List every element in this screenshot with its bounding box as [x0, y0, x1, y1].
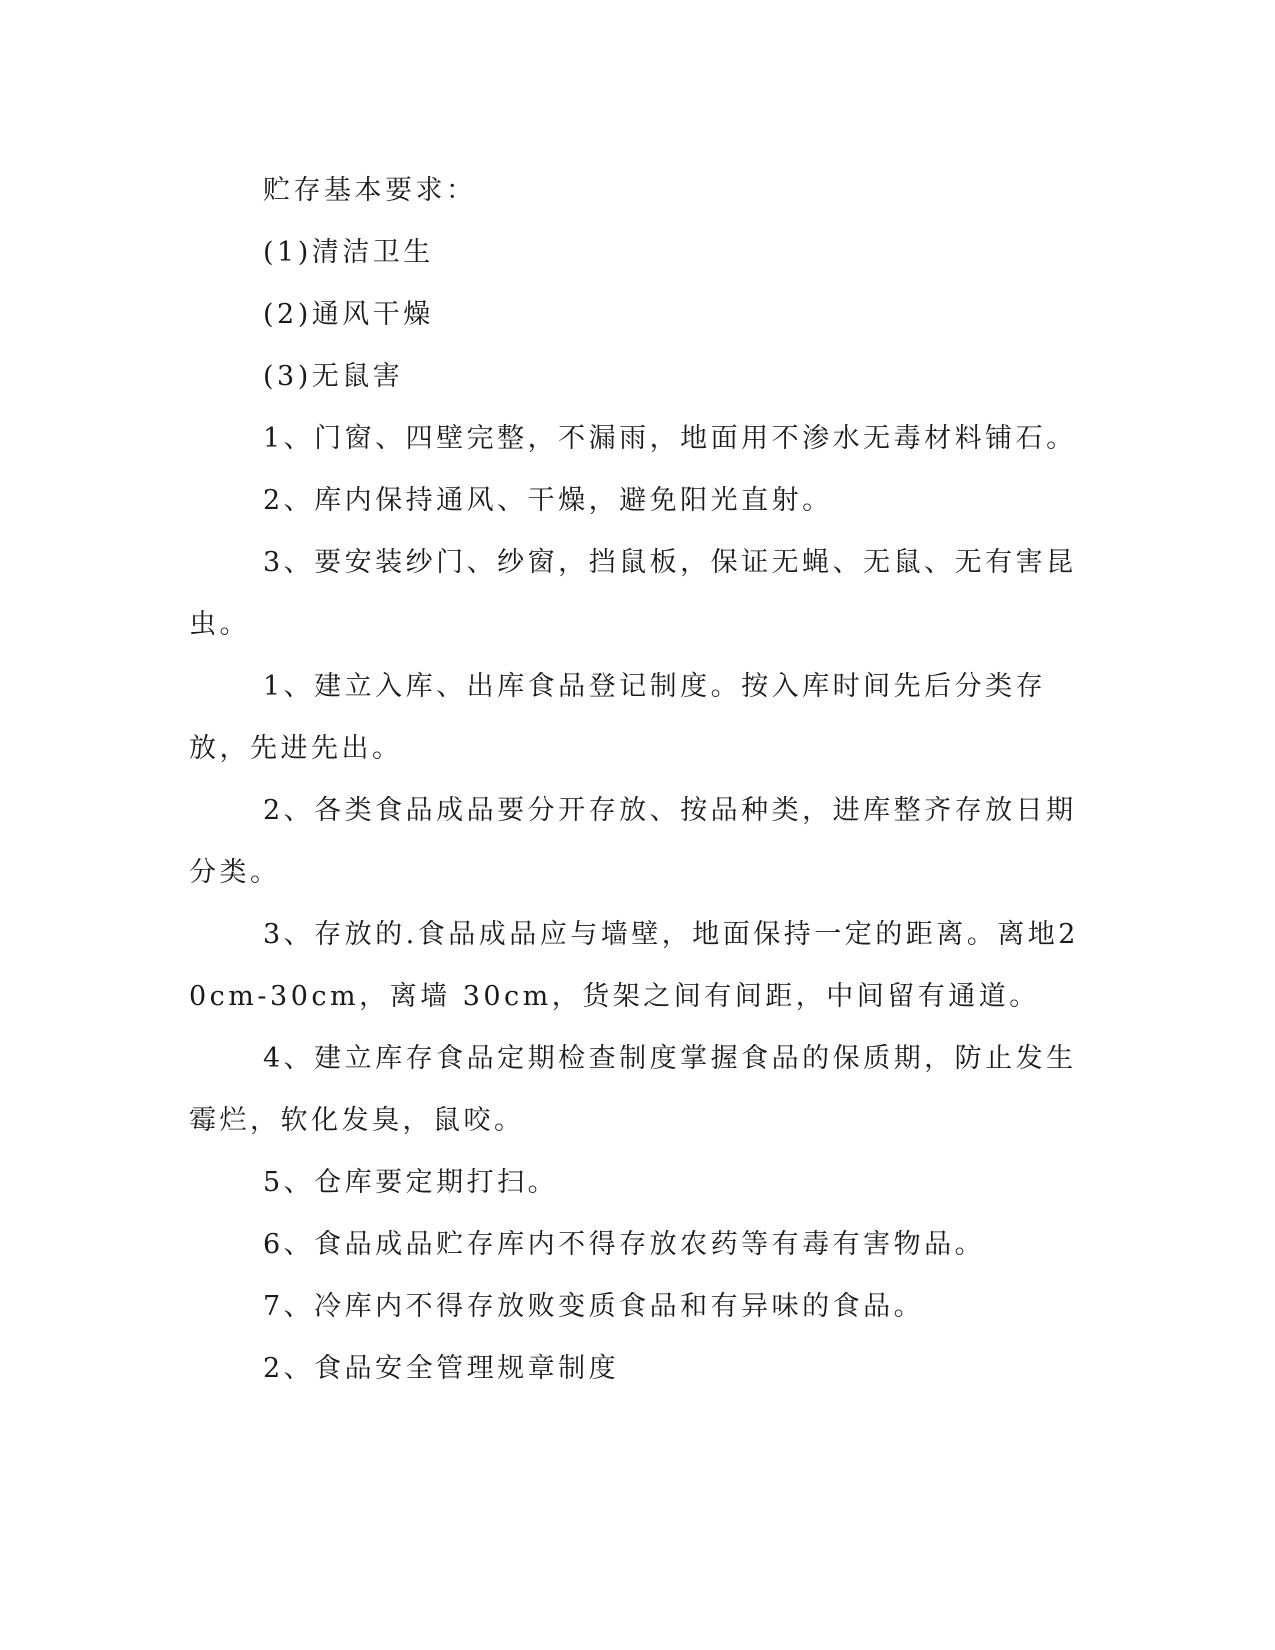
paragraph-management-item-2: 2、各类食品成品要分开存放、按品种类，进库整齐存放日期分类。	[189, 795, 1077, 888]
paragraph-management-item-1: 1、建立入库、出库食品登记制度。按入库时间先后分类存放，先进先出。	[189, 671, 1047, 764]
document-body	[189, 160, 1079, 1400]
paragraph-requirement-2: (2)通风干燥	[263, 299, 434, 330]
paragraph-section-heading: 2、食品安全管理规章制度	[263, 1353, 620, 1384]
paragraph-requirement-3: (3)无鼠害	[263, 361, 404, 392]
paragraph-requirement-1: (1)清洁卫生	[263, 237, 434, 268]
paragraph-storage-requirements-heading: 贮存基本要求：	[263, 175, 477, 206]
paragraph-facility-item-2: 2、库内保持通风、干燥，避免阳光直射。	[263, 485, 833, 516]
paragraph-management-item-5: 5、仓库要定期打扫。	[263, 1167, 559, 1198]
paragraph-management-item-3: 3、存放的.食品成品应与墙壁，地面保持一定的距离。离地20cm-30cm，离墙 30cm，货架之间有间距，中间留有通道。	[189, 919, 1079, 1012]
paragraph-facility-item-1: 1、门窗、四壁完整，不漏雨，地面用不渗水无毒材料铺石。	[263, 423, 1077, 454]
paragraph-facility-item-3: 3、要安装纱门、纱窗，挡鼠板，保证无蝇、无鼠、无有害昆虫。	[189, 547, 1077, 640]
paragraph-management-item-7: 7、冷库内不得存放败变质食品和有异味的食品。	[263, 1291, 925, 1322]
paragraph-management-item-4: 4、建立库存食品定期检查制度掌握食品的保质期，防止发生霉烂，软化发臭，鼠咬。	[189, 1043, 1077, 1136]
paragraph-management-item-6: 6、食品成品贮存库内不得存放农药等有毒有害物品。	[263, 1229, 986, 1260]
